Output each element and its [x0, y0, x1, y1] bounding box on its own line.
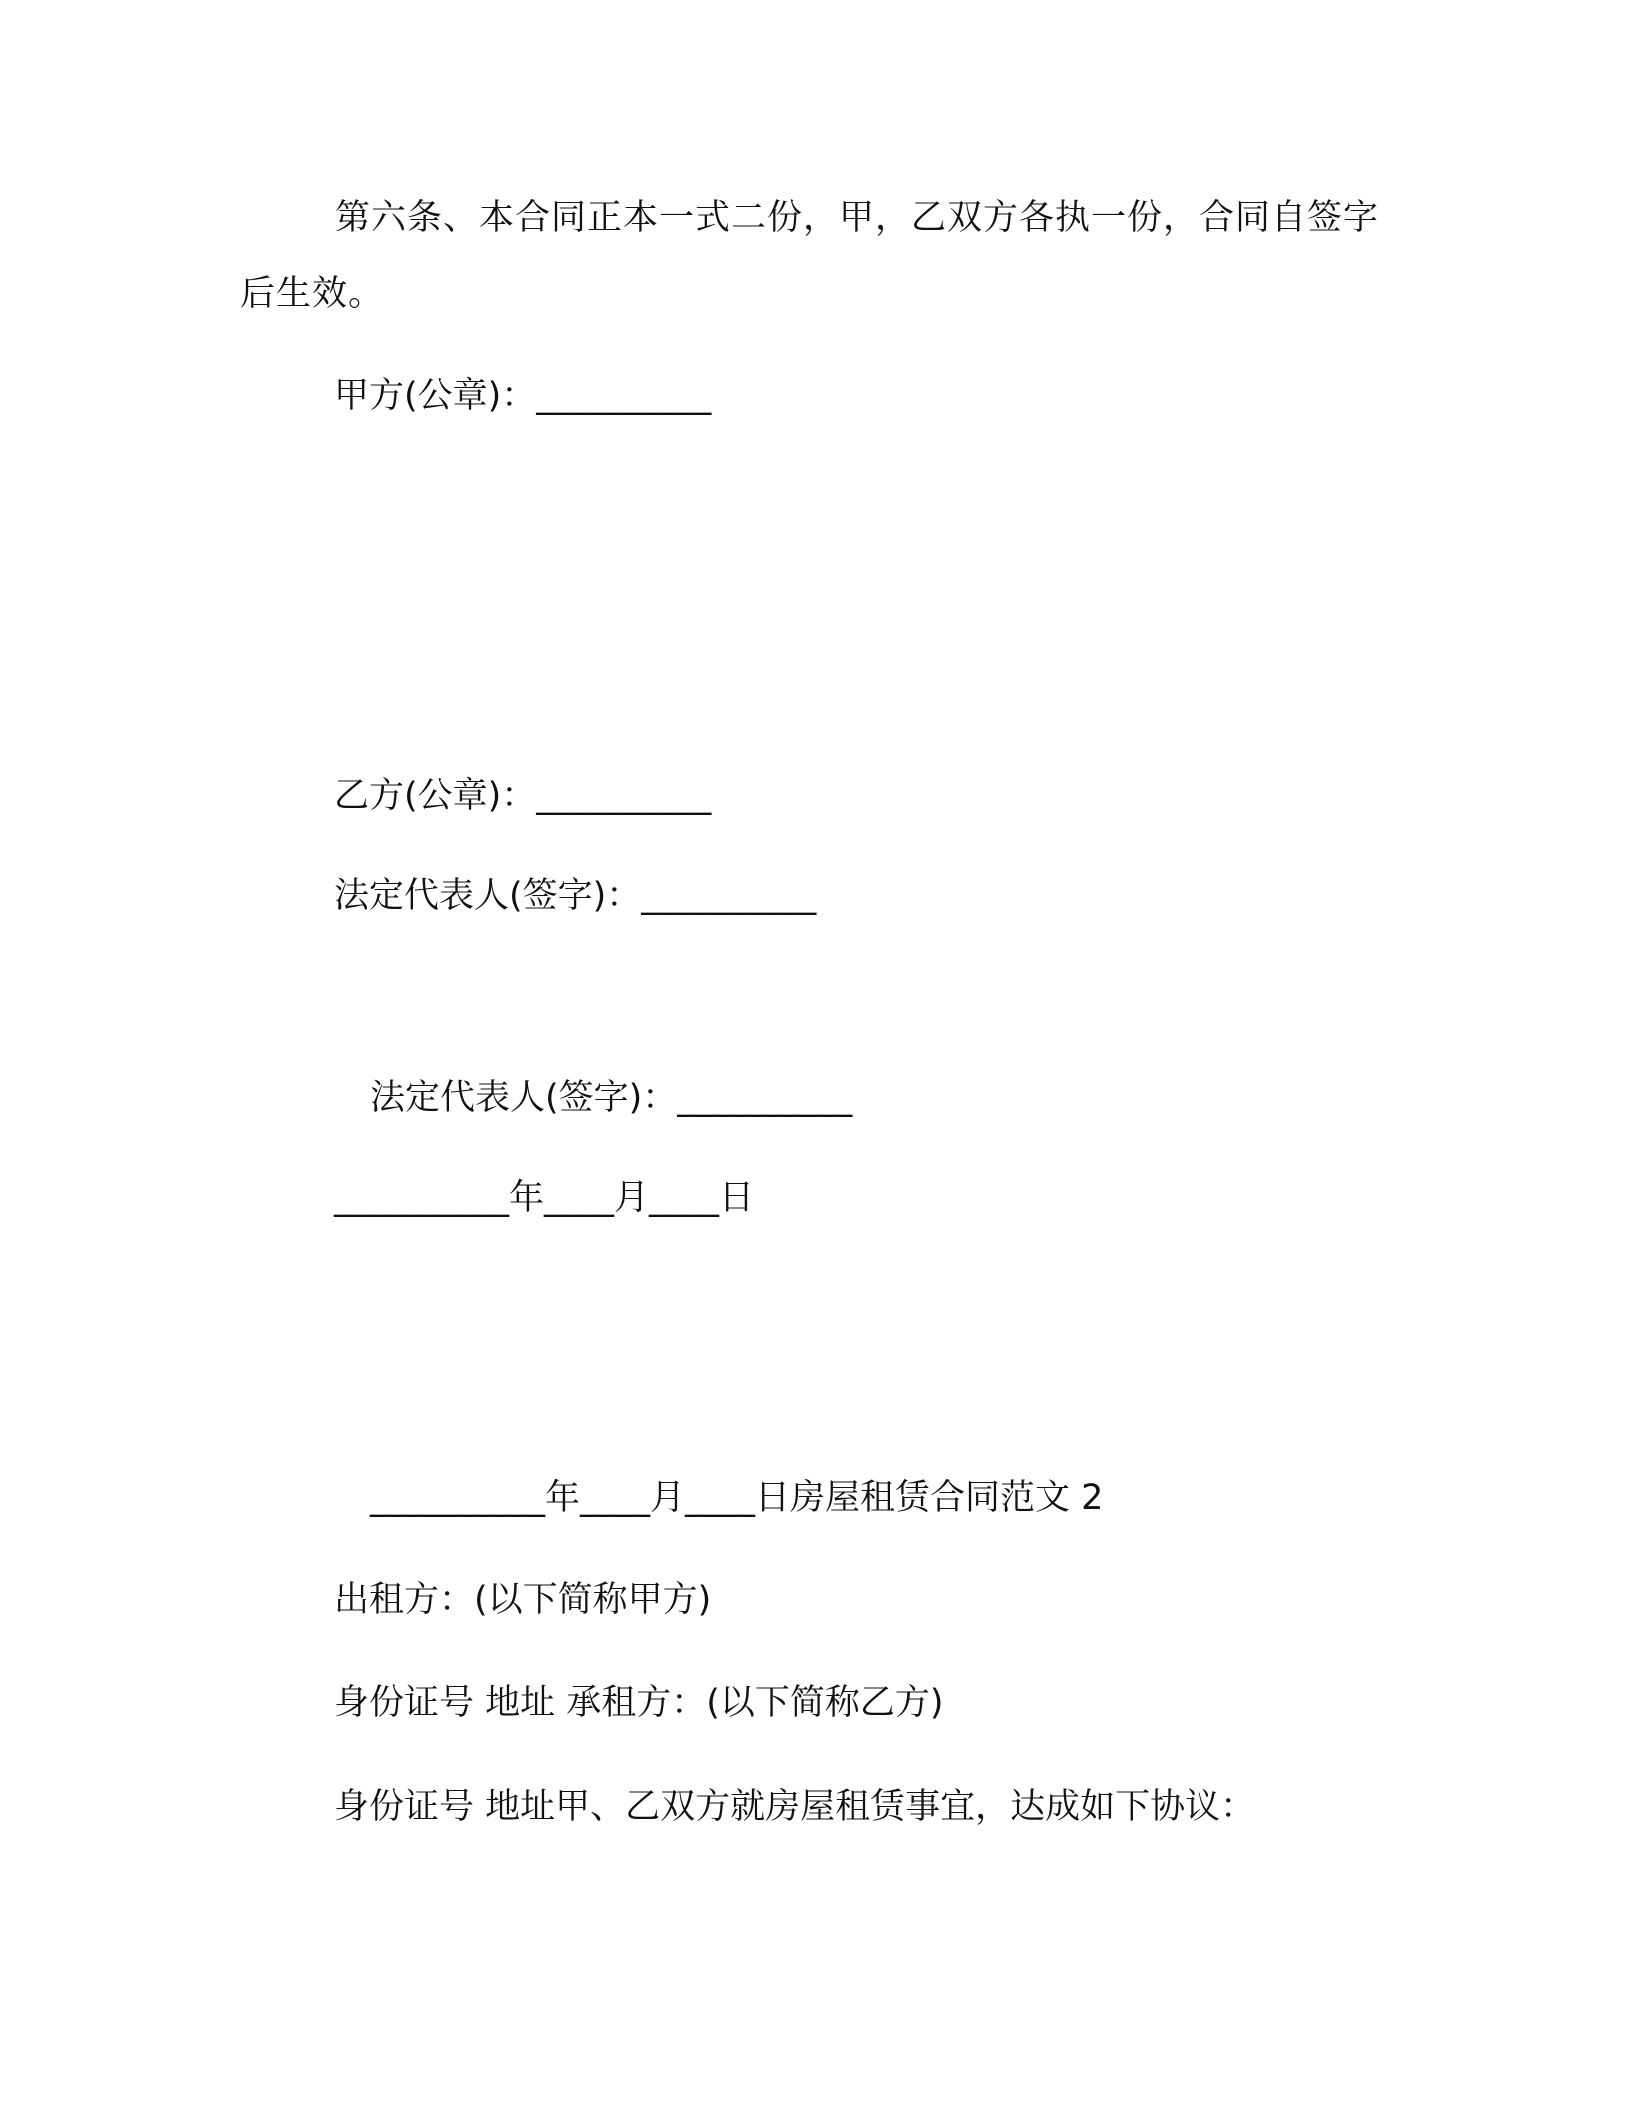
article-six-paragraph: 第六条、本合同正本一式二份，甲，乙双方各执一份，合同自签字后生效。 — [240, 198, 1380, 314]
date-line: __________年____月____日 — [334, 1178, 755, 1218]
contract-two-title: __________年____月____日房屋租赁合同范文 2 — [370, 1478, 1104, 1518]
id-address-lessee-line: 身份证号 地址 承租方：(以下简称乙方) — [334, 1683, 944, 1723]
id-address-agreement-line: 身份证号 地址甲、乙双方就房屋租赁事宜，达成如下协议： — [334, 1787, 1256, 1827]
party-b-seal-line: 乙方(公章)：__________ — [334, 776, 712, 816]
party-a-seal-line: 甲方(公章)：__________ — [334, 376, 712, 416]
legal-representative-signature-line: 法定代表人(签字)：__________ — [334, 876, 817, 916]
lessor-line: 出租方：(以下简称甲方) — [334, 1580, 712, 1620]
legal-representative-signature-line-second: 法定代表人(签字)：__________ — [370, 1078, 853, 1118]
